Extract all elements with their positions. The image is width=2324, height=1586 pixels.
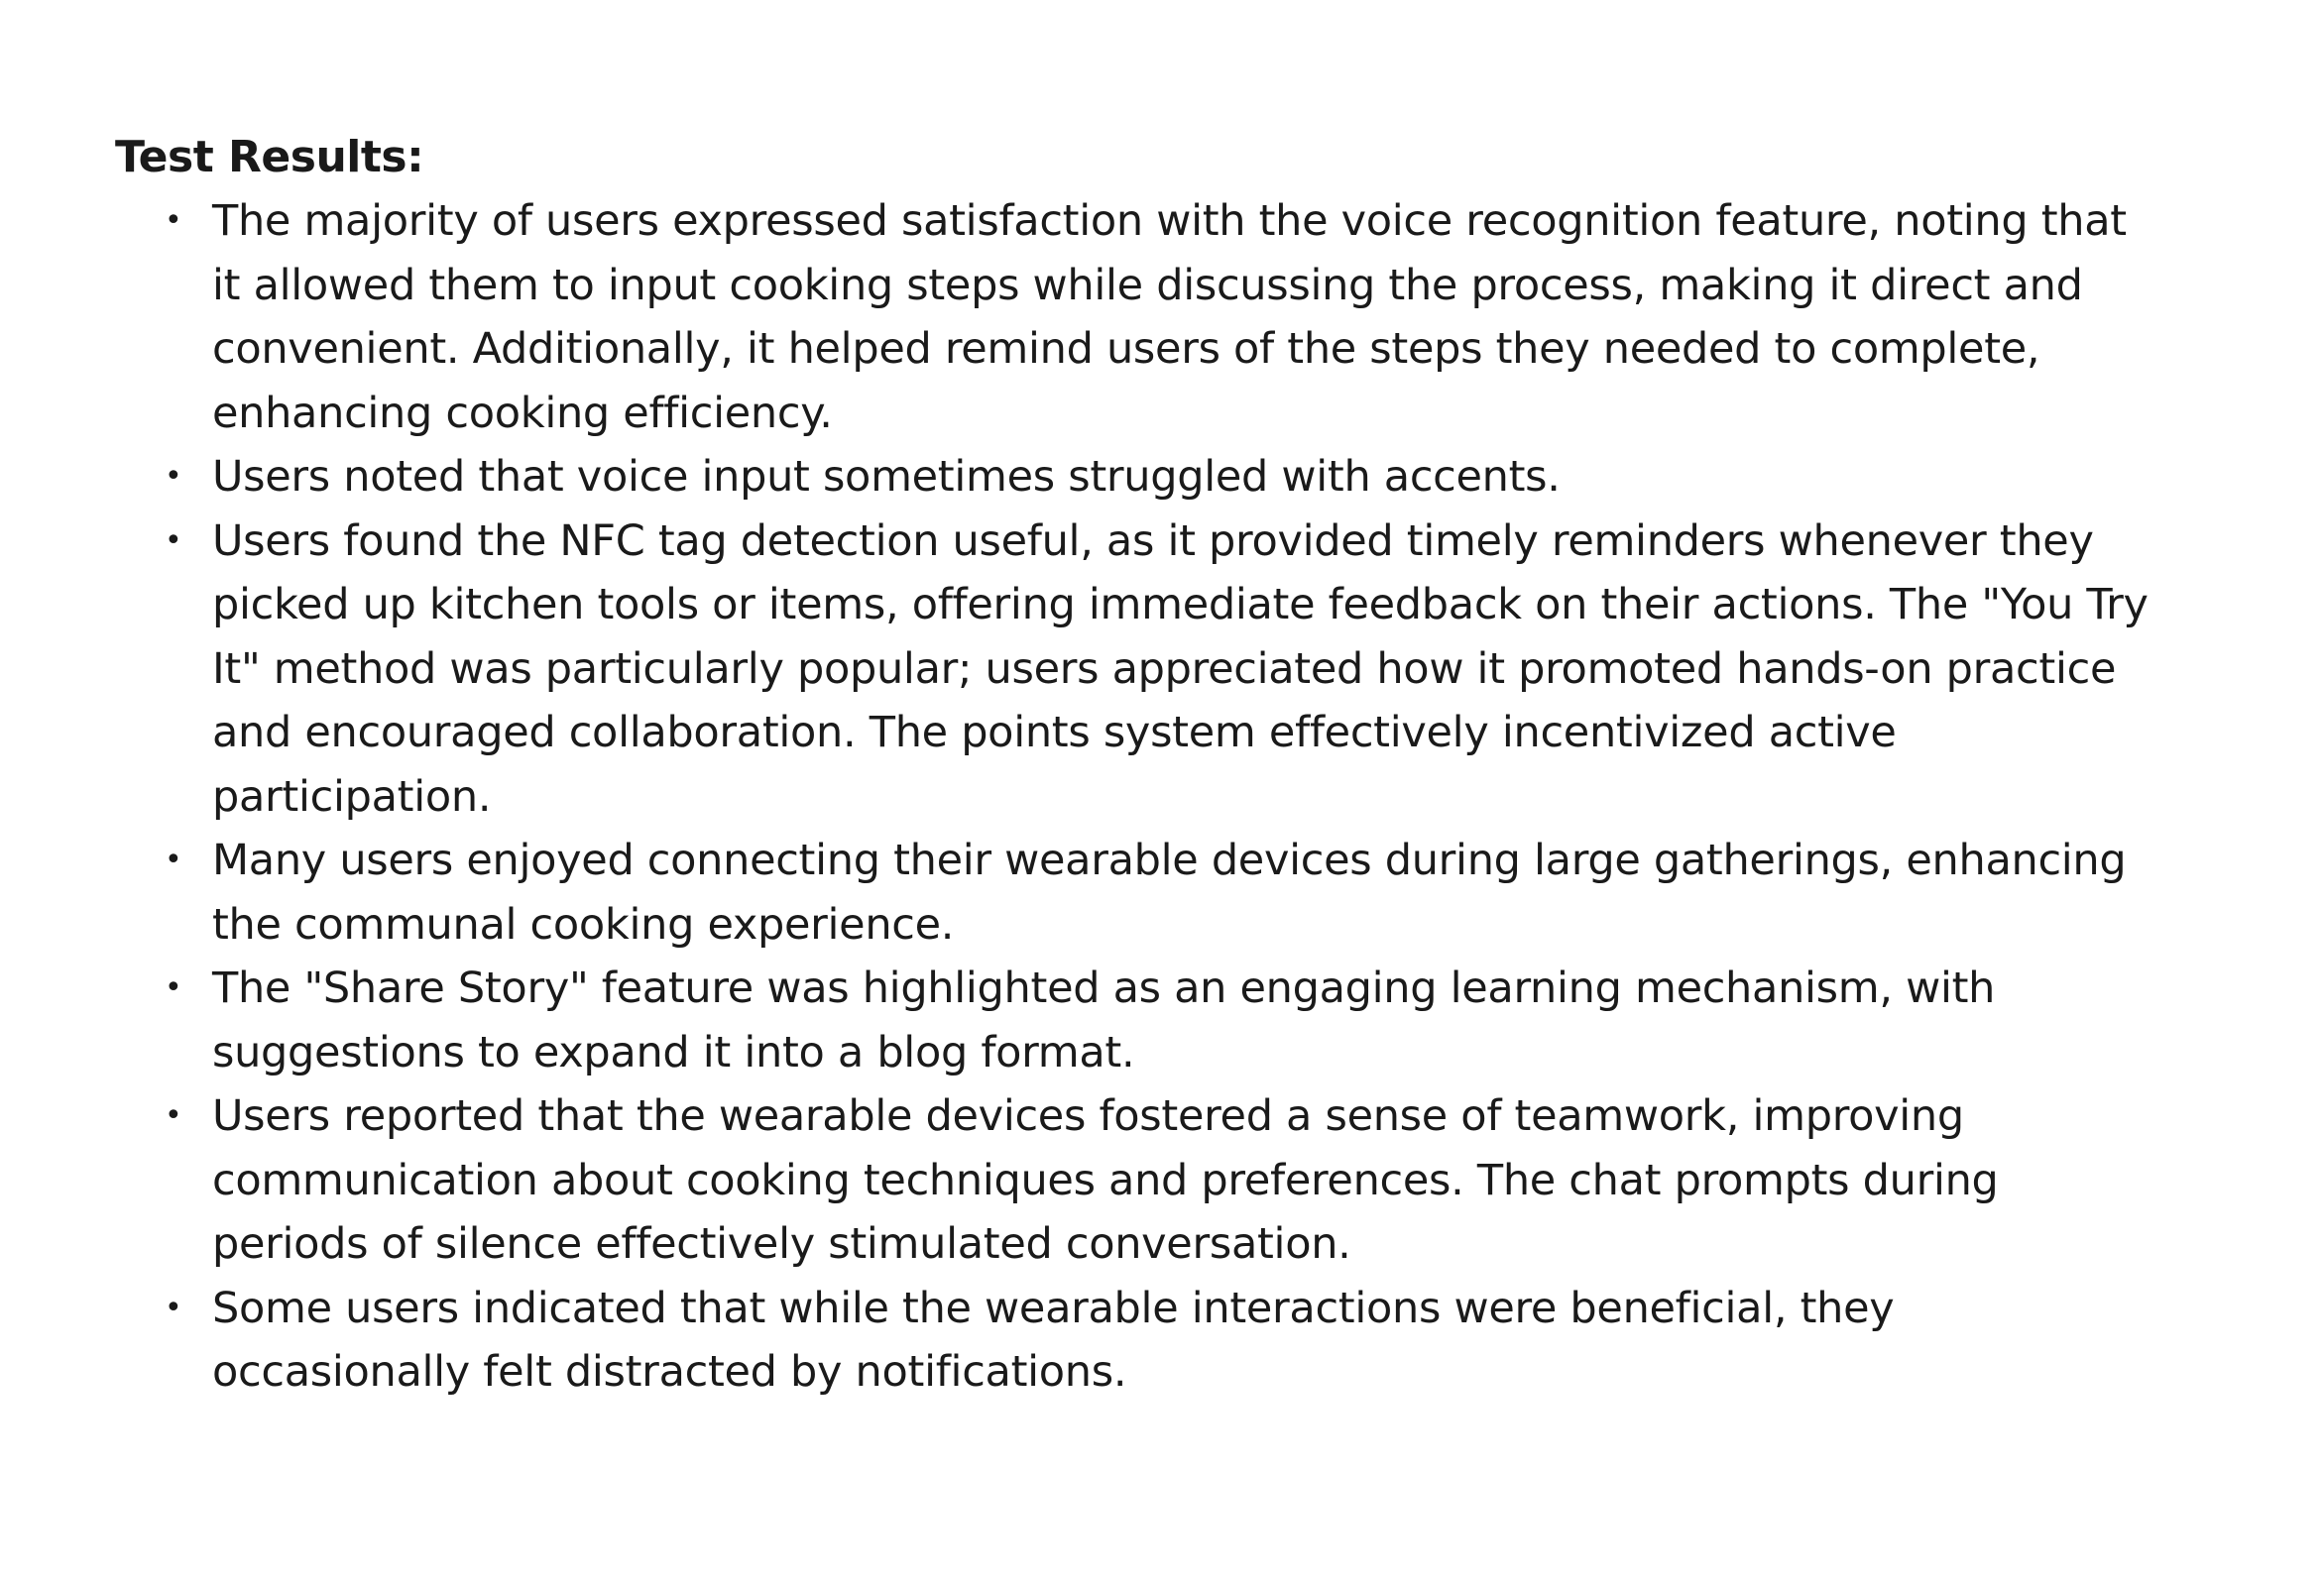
list-item-text: Some users indicated that while the wearable interactions were beneficial, they occasionally felt distracted by notifications. — [212, 1283, 1895, 1397]
list-item — [115, 957, 2155, 1084]
list-item-text: Many users enjoyed connecting their wearable devices during large gatherings, enhancing the communal cooking experience. — [212, 836, 2127, 950]
section-heading: Test Results: — [115, 132, 424, 182]
bullet-icon: • — [165, 843, 182, 877]
bullet-icon: • — [165, 203, 182, 238]
bullet-icon: • — [165, 1098, 182, 1133]
list-item-text: Users found the NFC tag detection useful, as it provided timely reminders whenever they picked up kitchen tools or items, offering immediate feedback on their actions. The "You Try It" method was particularly popular; users appreciated how it promoted hands-on practice and encouraged collaboration. The points system effectively incentivized active participation. — [212, 515, 2149, 822]
list-item — [115, 1277, 2155, 1405]
list-item — [115, 829, 2155, 957]
list-item-text: Users noted that voice input sometimes struggled with accents. — [212, 452, 1561, 502]
bullet-icon: • — [165, 522, 182, 558]
list-item — [115, 510, 2155, 830]
list-item-text: The majority of users expressed satisfaction with the voice recognition feature, noting that it allowed them to input cooking steps while discussing the process, making it direct and convenient. Additionally, it helped remind users of the steps they needed to complete, enhancing cooking efficiency. — [212, 196, 2127, 438]
test-results-list — [115, 189, 2149, 1405]
list-item — [115, 445, 2155, 510]
list-item — [115, 189, 2155, 445]
bullet-icon: • — [165, 1290, 182, 1325]
list-item — [115, 1084, 2155, 1277]
list-item-text: Users reported that the wearable devices fostered a sense of teamwork, improving communication about cooking techniques and preferences. The chat prompts during periods of silence effectively stimulated conversation. — [212, 1091, 1999, 1269]
list-item-text: The "Share Story" feature was highlighted as an engaging learning mechanism, with suggestions to expand it into a blog format. — [212, 963, 1996, 1077]
bullet-icon: • — [165, 459, 182, 494]
document-body — [115, 126, 2149, 1405]
bullet-icon: • — [165, 970, 182, 1005]
